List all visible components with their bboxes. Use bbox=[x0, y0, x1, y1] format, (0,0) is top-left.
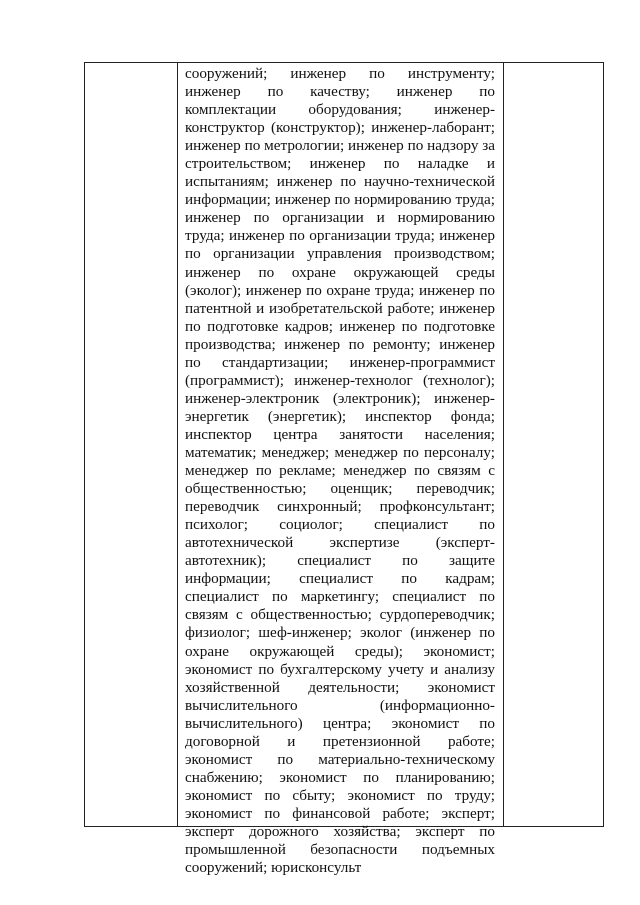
profession-list-cell: сооружений; инженер по инструменту; инженер по качеству; инженер по комплектации оборудования; инженер-конструктор (конструктор); инженер-лаборант; инженер по метрологии; инженер по надзору за строительством; инженер по наладке и испытаниям; инженер по научно-технической информации; инженер по нормированию труда; инженер по организации и нормированию труда; инженер по организации труда; инженер по организации управления производством; инженер по охране окружающей среды (эколог); инженер по охране труда; инженер по патентной и изобретательской работе; инженер по подготовке кадров; инженер по подготовке производства; инженер по ремонту; инженер по стандартизации; инженер-программист (программист); инженер-технолог (технолог); инженер-электроник (электроник); инженер-энергетик (энергетик); инспектор фонда; инспектор центра занятости населения; математик; менеджер; менеджер по персоналу; менеджер по рекламе; менеджер по связям с общественностью; оценщик; переводчик; переводчик синхронный; профконсультант; психолог; социолог; специалист по автотехнической экспертизе (эксперт-автотехник); специалист по защите информации; специалист по кадрам; специалист по маркетингу; специалист по связям с общественностью; сурдопереводчик; физиолог; шеф-инженер; эколог (инженер по охране окружающей среды); экономист; экономист по бухгалтерскому учету и анализу хозяйственной деятельности; экономист вычислительного (информационно-вычислительного) центра; экономист по договорной и претензионной работе; экономист по материально-техническому снабжению; экономист по планированию; экономист по сбыту; экономист по труду; экономист по финансовой работе; эксперт; эксперт дорожного хозяйства; эксперт по промышленной безопасности подъемных сооружений; юрисконсульт bbox=[185, 65, 495, 877]
column-divider-2 bbox=[503, 63, 504, 826]
document-table bbox=[84, 62, 604, 877]
column-divider-1 bbox=[177, 63, 178, 826]
